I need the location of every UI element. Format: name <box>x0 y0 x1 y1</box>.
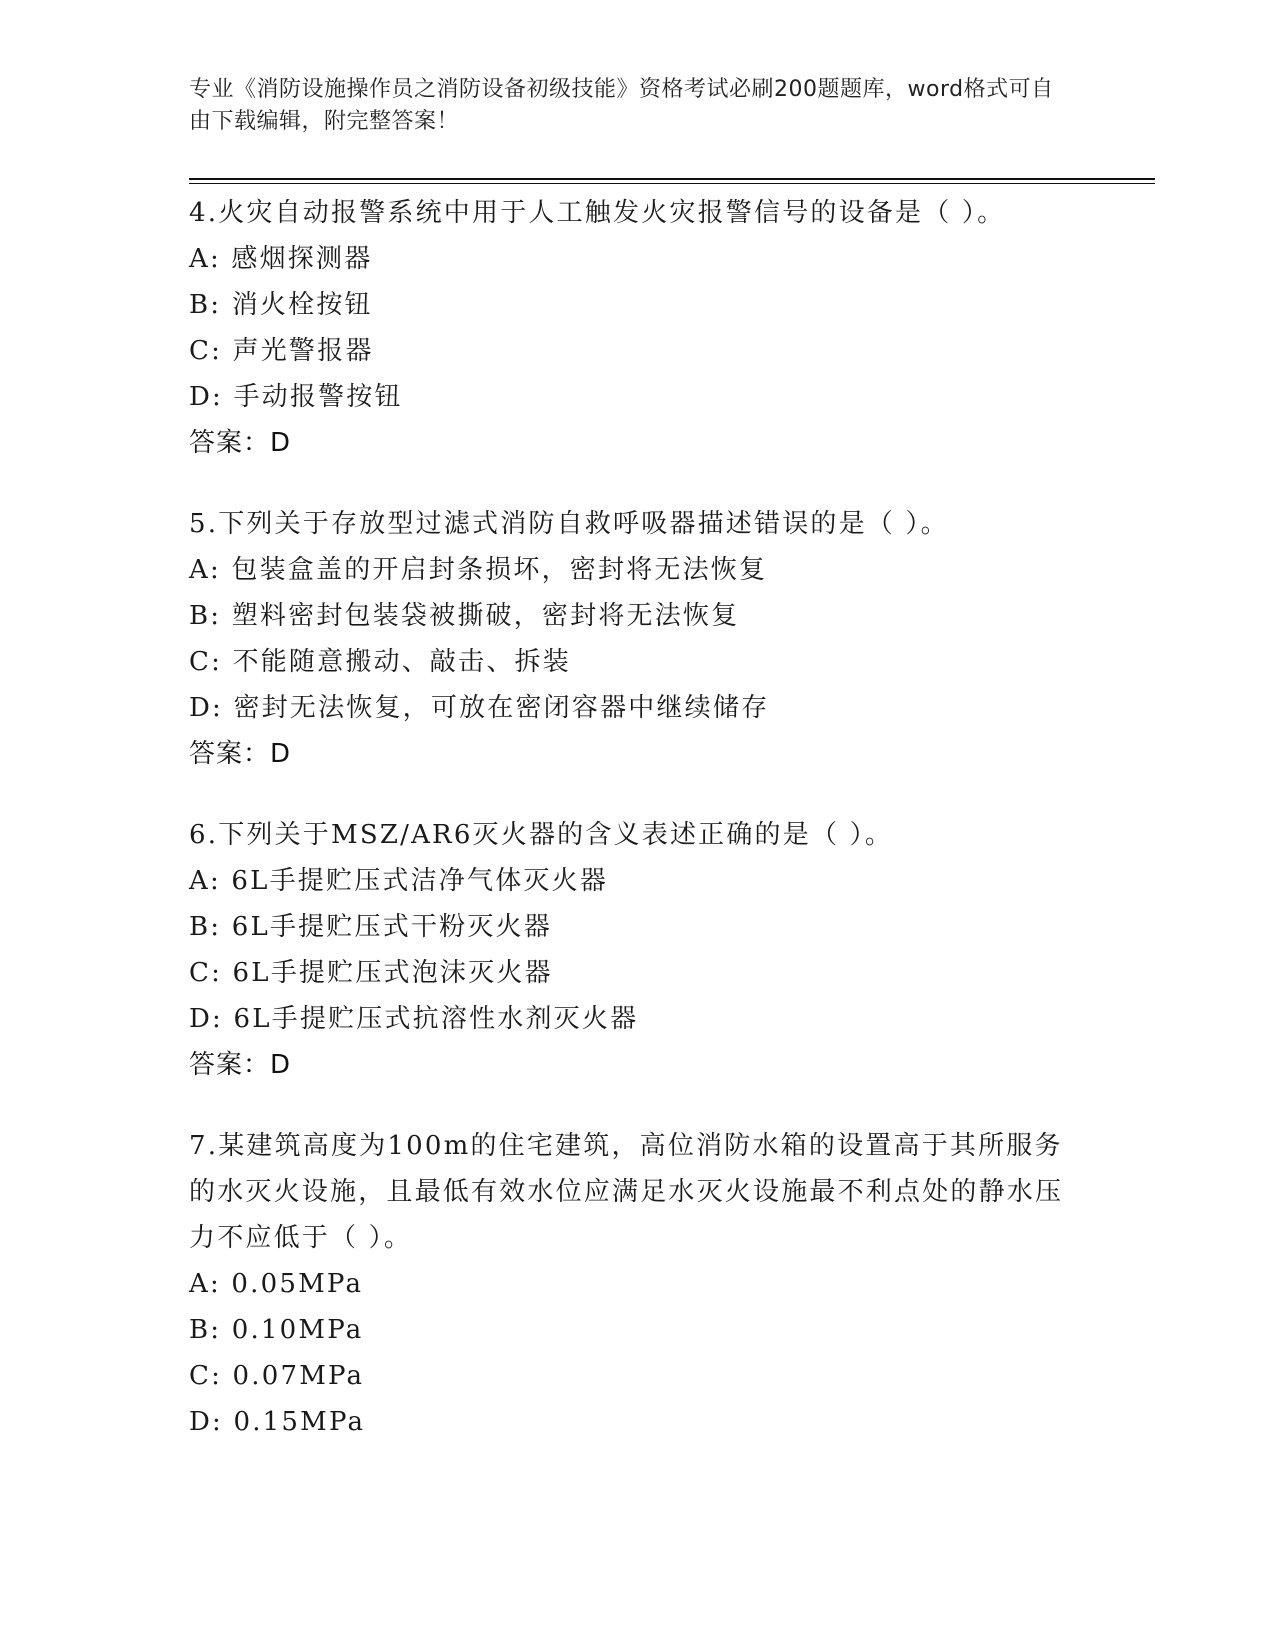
option-d: D: 0.15MPa <box>189 1407 366 1437</box>
question-item <box>189 812 1089 1088</box>
option-b: B: 6L手提贮压式干粉灭火器 <box>189 912 552 942</box>
header-divider-thin <box>189 183 1155 184</box>
header-divider-thick <box>189 178 1155 180</box>
option-c: C: 0.07MPa <box>189 1361 365 1391</box>
question-stem: 7.某建筑高度为100m的住宅建筑，高位消防水箱的设置高于其所服务的水灭火设施，且最低有效水位应满足水灭火设施最不利点处的静水压力不应低于（ ）。 <box>189 1131 1064 1253</box>
answer-line: 答案：D <box>189 1050 292 1080</box>
option-c: C: 声光警报器 <box>189 336 374 366</box>
option-a: A: 感烟探测器 <box>189 244 373 274</box>
question-stem: 4.火灾自动报警系统中用于人工触发火灾报警信号的设备是（ ）。 <box>189 198 1006 228</box>
option-d: D: 6L手提贮压式抗溶性水剂灭火器 <box>189 1004 639 1034</box>
option-c: C: 6L手提贮压式泡沫灭火器 <box>189 958 553 988</box>
question-item <box>189 1123 1089 1445</box>
answer-line: 答案：D <box>189 428 292 458</box>
answer-line: 答案：D <box>189 739 292 769</box>
question-stem: 6.下列关于MSZ/AR6灭火器的含义表述正确的是（ ）。 <box>189 820 894 850</box>
option-d: D: 密封无法恢复，可放在密闭容器中继续储存 <box>189 693 770 723</box>
option-a: A: 6L手提贮压式洁净气体灭火器 <box>189 866 609 896</box>
option-a: A: 包装盒盖的开启封条损坏，密封将无法恢复 <box>189 555 768 585</box>
document-header: 专业《消防设施操作员之消防设备初级技能》资格考试必刷200题题库，word格式可自由下载编辑，附完整答案！ <box>189 77 1054 134</box>
option-b: B: 消火栓按钮 <box>189 290 373 320</box>
question-list <box>189 190 1089 1480</box>
option-d: D: 手动报警按钮 <box>189 382 403 412</box>
option-b: B: 塑料密封包装袋被撕破，密封将无法恢复 <box>189 601 740 631</box>
question-item <box>189 501 1089 777</box>
option-a: A: 0.05MPa <box>189 1269 364 1299</box>
question-item <box>189 190 1089 466</box>
option-b: B: 0.10MPa <box>189 1315 364 1345</box>
question-stem: 5.下列关于存放型过滤式消防自救呼吸器描述错误的是（ ）。 <box>189 509 949 539</box>
option-c: C: 不能随意搬动、敲击、拆装 <box>189 647 571 677</box>
